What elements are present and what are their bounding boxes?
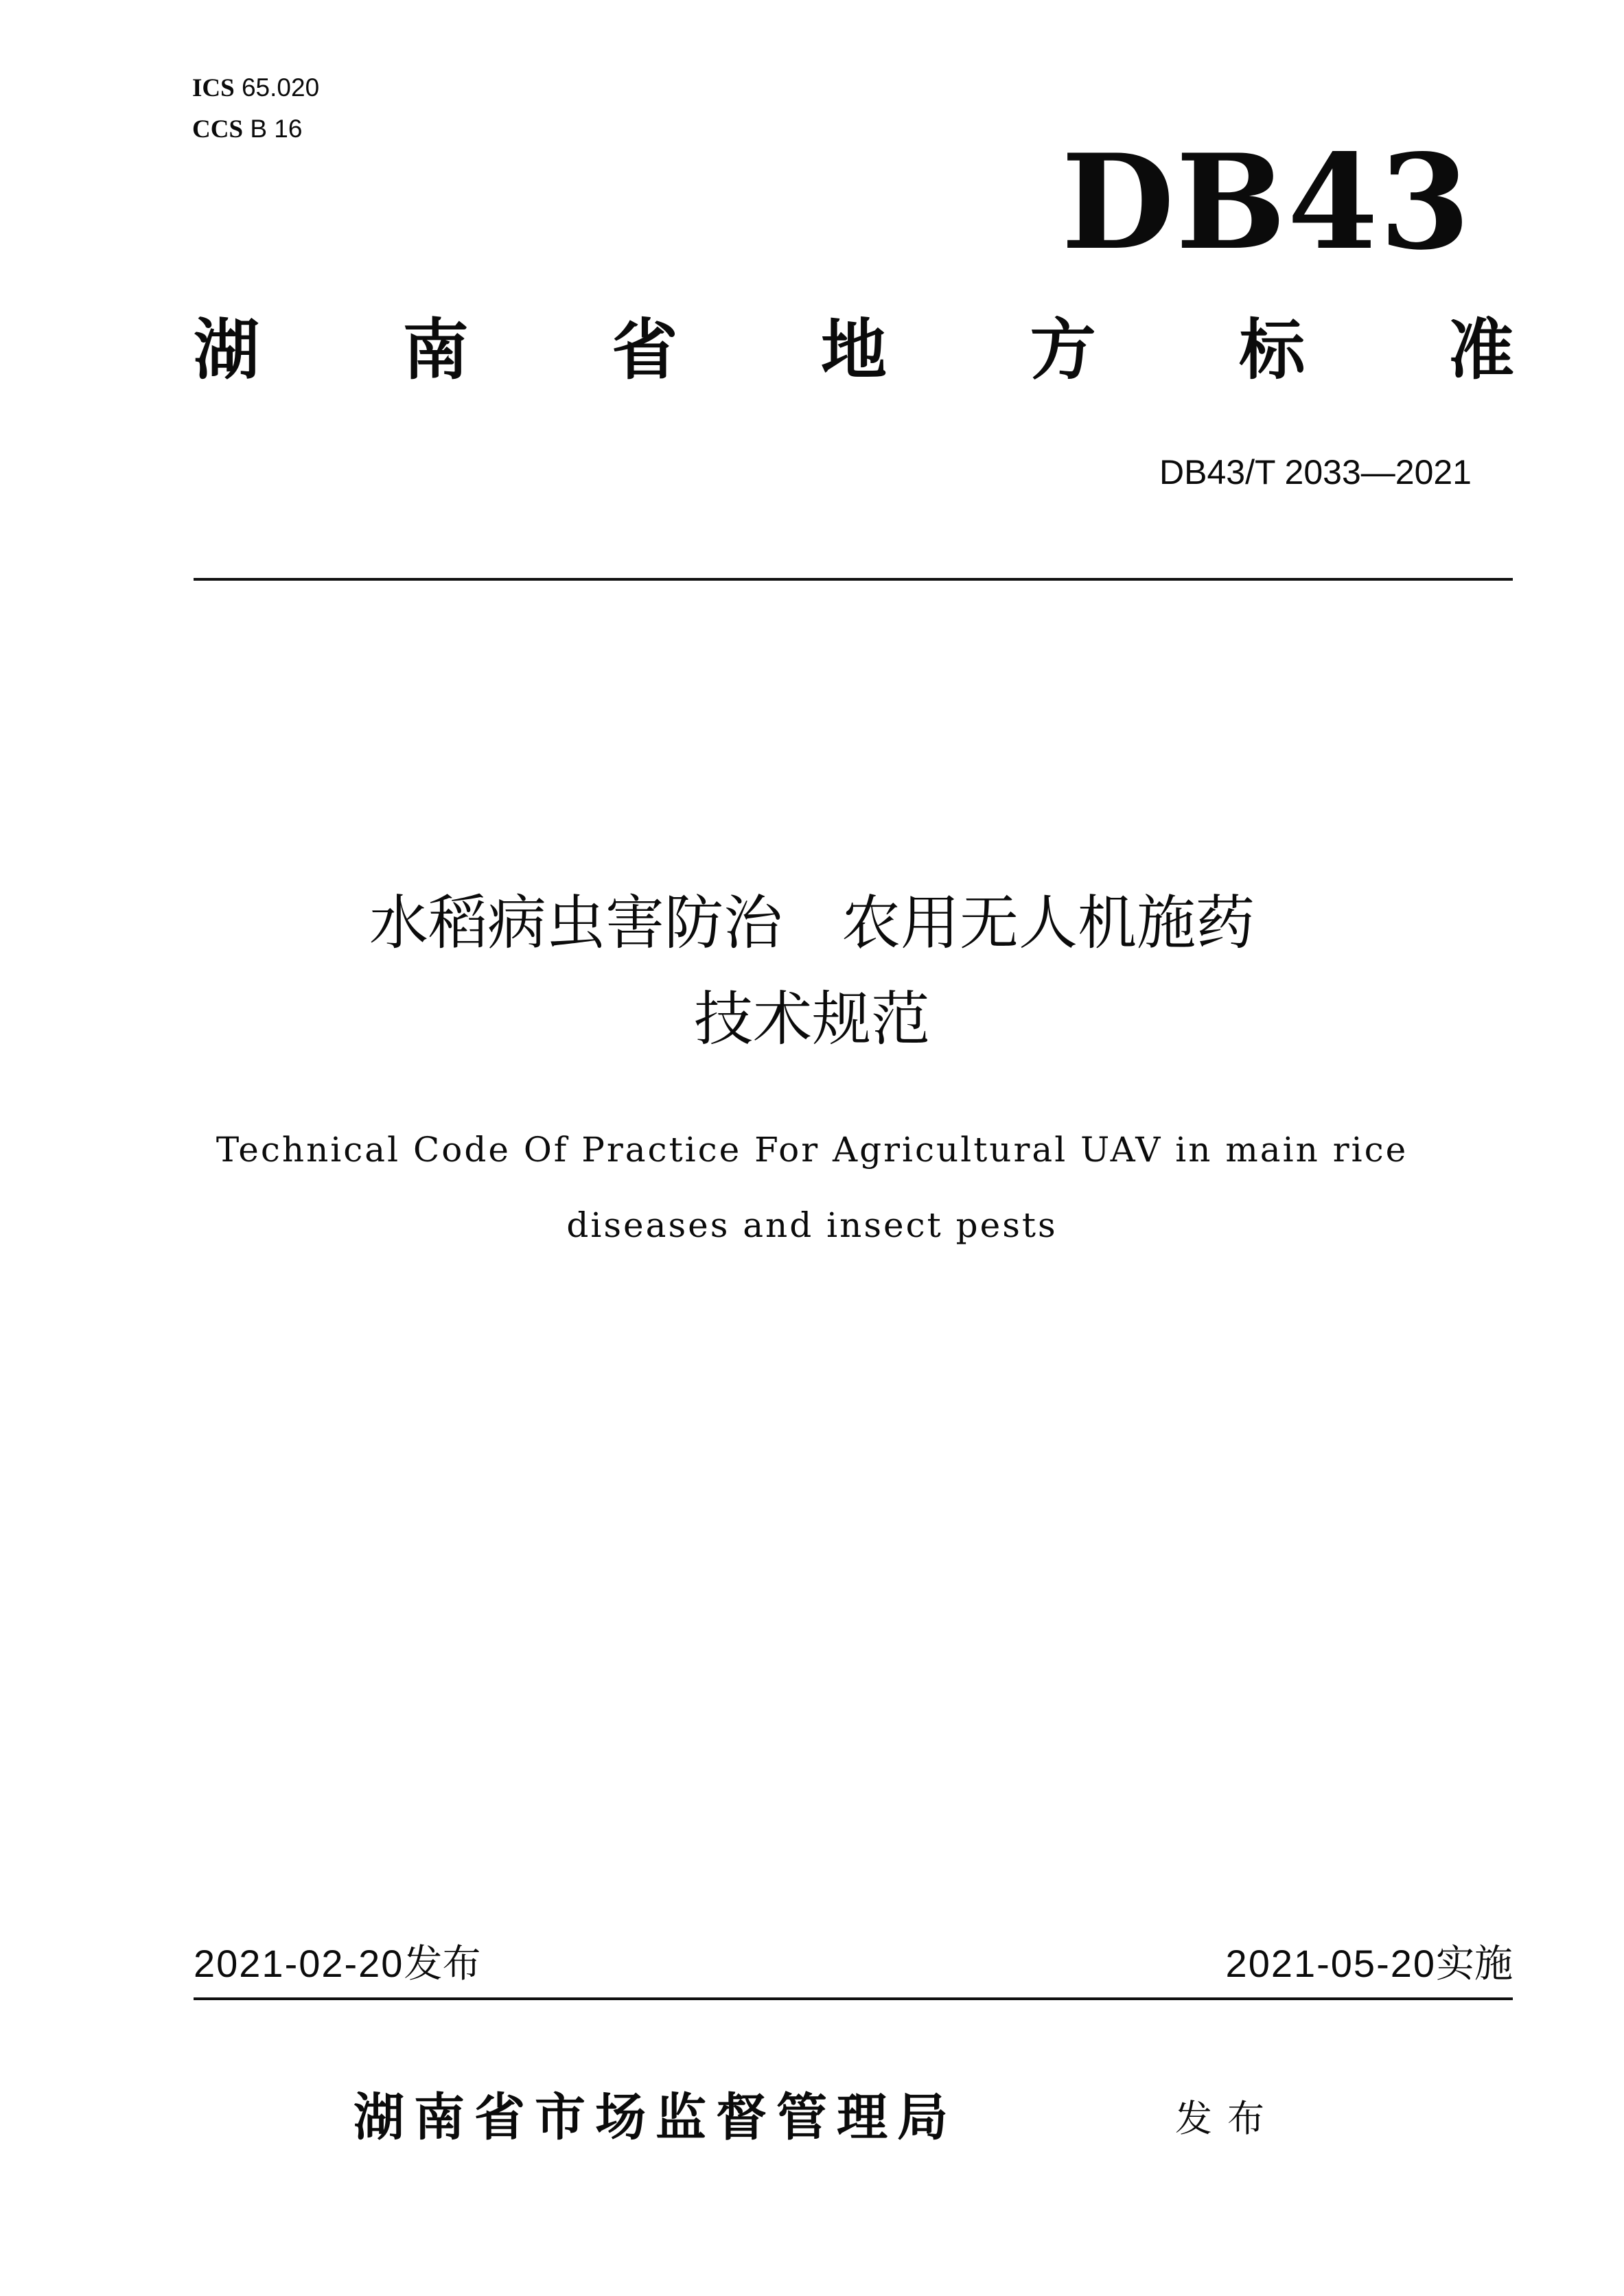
ccs-code (192, 114, 302, 145)
ics-code (192, 73, 319, 104)
top-divider (194, 578, 1513, 581)
title-en-line-1: Technical Code Of Practice For Agricultural UAV in main rice (216, 1130, 1408, 1170)
bottom-divider (194, 1997, 1513, 2000)
implementation-date-value: 2021-05-20 (1225, 1942, 1436, 1985)
standard-type-char: 准 (1448, 312, 1514, 389)
implementation-date-suffix: 实施 (1436, 1942, 1513, 1986)
standard-type (194, 309, 1514, 391)
issue-date-value: 2021-02-20 (194, 1942, 404, 1985)
ccs-value: B 16 (250, 115, 303, 143)
ics-value: 65.020 (241, 73, 320, 102)
standard-type-char: 湖 (194, 312, 259, 389)
title-cn-line-1: 水稻病虫害防治 农用无人机施药 (369, 889, 1255, 958)
standard-type-char: 南 (402, 312, 469, 389)
title-cn-line-2: 技术规范 (694, 985, 930, 1054)
issue-date (194, 1940, 480, 1988)
ccs-label: CCS (192, 115, 244, 143)
standard-type-char: 方 (1030, 312, 1096, 389)
title-en-line-2: diseases and insect pests (566, 1205, 1058, 1245)
issue-date-suffix: 发布 (404, 1942, 481, 1986)
series-code: DB43 (1061, 126, 1472, 279)
standard-type-char: 标 (1239, 312, 1306, 389)
standard-number: DB43/T 2033—2021 (1159, 453, 1472, 491)
implementation-date (1226, 1940, 1513, 1988)
publisher-name: 湖南省市场监督管理局 (353, 2088, 958, 2147)
standard-type-char: 地 (820, 312, 887, 389)
ics-label: ICS (192, 74, 235, 102)
standard-type-char: 省 (612, 312, 678, 389)
publisher-verb: 发布 (1175, 2097, 1279, 2140)
